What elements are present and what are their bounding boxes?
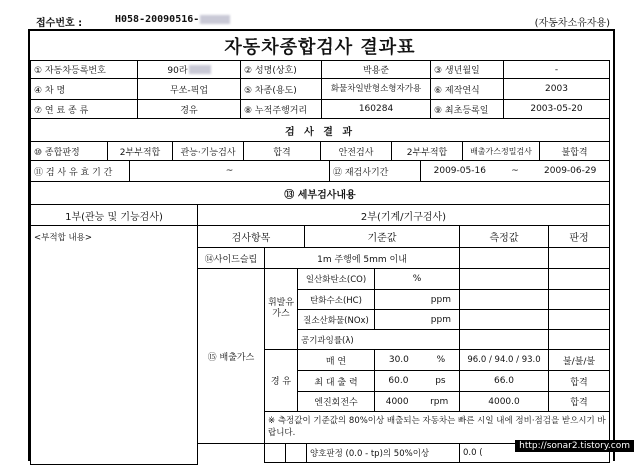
air-judge bbox=[548, 329, 610, 350]
emission-label: 배출가스정밀검사 bbox=[462, 141, 540, 161]
car-value: 무쏘-픽업 bbox=[137, 78, 241, 100]
co-judge bbox=[548, 268, 610, 290]
usage-label: (자동차소유자용) bbox=[534, 18, 610, 29]
page-title: 자동차종합검사 결과표 bbox=[224, 37, 416, 58]
birth-label: ③ 생년월일 bbox=[430, 60, 504, 79]
part2-header: 2부(기계/기구검사) bbox=[197, 204, 610, 226]
receipt-number: H058-20090516- bbox=[115, 14, 230, 25]
year-label: ⑥ 제작연식 bbox=[430, 78, 504, 100]
sideslip-meas bbox=[459, 247, 549, 269]
diesel-label: 경 유 bbox=[264, 349, 298, 412]
hc-unit: ppm bbox=[374, 289, 460, 310]
reg-no-label: ① 자동차등록번호 bbox=[30, 60, 138, 79]
power-judge: 합격 bbox=[548, 370, 610, 392]
fuel-label: ⑦ 연 료 종 류 bbox=[30, 99, 138, 119]
power-meas: 66.0 bbox=[459, 370, 549, 392]
mileage-value: 160284 bbox=[321, 99, 431, 119]
nox-meas bbox=[459, 309, 549, 330]
nox-unit: ppm bbox=[374, 309, 460, 330]
receipt-label: 접수번호 : bbox=[36, 18, 83, 29]
smoke-std: 30.0 % bbox=[374, 349, 460, 371]
rpm-meas: 4000.0 bbox=[459, 391, 549, 412]
co-label: 일산화탄소(CO) bbox=[297, 268, 375, 290]
mileage-label: ⑧ 누적주행거리 bbox=[240, 99, 322, 119]
hc-judge bbox=[548, 289, 610, 310]
sideslip-judge bbox=[548, 247, 610, 269]
power-std: 60.0 ps bbox=[374, 370, 460, 392]
type-label: ⑤ 차종(용도) bbox=[240, 78, 322, 100]
reinspect-sep: ~ bbox=[511, 166, 519, 176]
rpm-label: 엔진회전수 bbox=[297, 391, 375, 412]
name-label: ② 성명(상호) bbox=[240, 60, 322, 79]
bottom-meas: 0.0 ( bbox=[459, 443, 610, 463]
nox-label: 질소산화물(NOx) bbox=[297, 309, 375, 330]
year-value: 2003 bbox=[503, 78, 610, 100]
nonconform-label: <부적합 내용> bbox=[34, 233, 93, 243]
col-meas: 측정값 bbox=[459, 225, 549, 248]
redacted-mark bbox=[200, 15, 230, 24]
bottom-sub-label-2 bbox=[285, 443, 307, 463]
emission-note: ※ 측정값이 기준값의 80%이상 배출되는 자동차는 빠른 시일 내에 정비·점검을 받으시기 바랍니다. bbox=[264, 411, 610, 444]
valid-value: ~ bbox=[129, 160, 330, 182]
emission-value: 불합격 bbox=[539, 141, 610, 161]
col-std: 기준값 bbox=[304, 225, 460, 248]
air-meas bbox=[459, 329, 549, 350]
hc-label: 탄화수소(HC) bbox=[297, 289, 375, 310]
func-value: 합격 bbox=[243, 141, 321, 161]
smoke-meas: 96.0 / 94.0 / 93.0 bbox=[459, 349, 549, 371]
reg-no-value: 90라 bbox=[137, 60, 241, 79]
col-item: 검사항목 bbox=[197, 225, 305, 248]
emission-item-label: ⑮ 배출가스 bbox=[197, 268, 265, 444]
birth-value: - bbox=[503, 60, 610, 79]
first-reg-value: 2003-05-20 bbox=[503, 99, 610, 119]
nonconform-box bbox=[30, 225, 198, 465]
air-label: 공기과잉률(λ) bbox=[297, 329, 460, 350]
power-label: 최 대 출 력 bbox=[297, 370, 375, 392]
hc-meas bbox=[459, 289, 549, 310]
rpm-std: 4000 rpm bbox=[374, 391, 460, 412]
volatile-label: 휘발유 가스 bbox=[264, 268, 298, 350]
co-unit: % bbox=[374, 268, 460, 290]
rpm-judge: 합격 bbox=[548, 391, 610, 412]
watermark: http://sonar2.tistory.com bbox=[515, 440, 634, 452]
sideslip-std: 1m 주행에 5mm 이내 bbox=[264, 247, 460, 269]
fuel-value: 경유 bbox=[137, 99, 241, 119]
nox-judge bbox=[548, 309, 610, 330]
bottom-std: 양호판정 (0.0 - tp)의 50%이상 bbox=[306, 443, 460, 463]
bottom-sub-label bbox=[264, 443, 286, 463]
type-value: 화물차일반형소형자가용 bbox=[321, 78, 431, 100]
sideslip-label: ⑭사이드슬립 bbox=[197, 247, 265, 269]
reinspect-label: ⑫ 재검사기간 bbox=[329, 160, 421, 182]
smoke-label: 매 연 bbox=[297, 349, 375, 371]
smoke-judge: 불/불/불 bbox=[548, 349, 610, 371]
func-label: 관능·기능검사 bbox=[172, 141, 244, 161]
judge-value: 2부부적합 bbox=[107, 141, 173, 161]
reinspect-period bbox=[420, 160, 610, 182]
detail-section-title: ⑬ 세부검사내용 bbox=[30, 181, 610, 205]
first-reg-label: ⑨ 최초등록일 bbox=[430, 99, 504, 119]
judge-label: ⑩ 종합판정 bbox=[30, 141, 108, 161]
car-label: ④ 차 명 bbox=[30, 78, 138, 100]
reinspect-from: 2009-05-16 bbox=[433, 166, 486, 176]
name-value: 박용준 bbox=[321, 60, 431, 79]
part1-header: 1부(관능 및 기능검사) bbox=[30, 204, 198, 226]
safety-label: 안전검사 bbox=[320, 141, 392, 161]
redacted-mark bbox=[189, 65, 211, 74]
safety-value: 2부부적합 bbox=[391, 141, 463, 161]
result-section-title: 검 사 결 과 bbox=[30, 118, 610, 142]
col-judge: 판정 bbox=[548, 225, 610, 248]
co-meas bbox=[459, 268, 549, 290]
valid-label: ⑪ 검 사 유 효 기 간 bbox=[30, 160, 130, 182]
reinspect-to: 2009-06-29 bbox=[544, 166, 597, 176]
